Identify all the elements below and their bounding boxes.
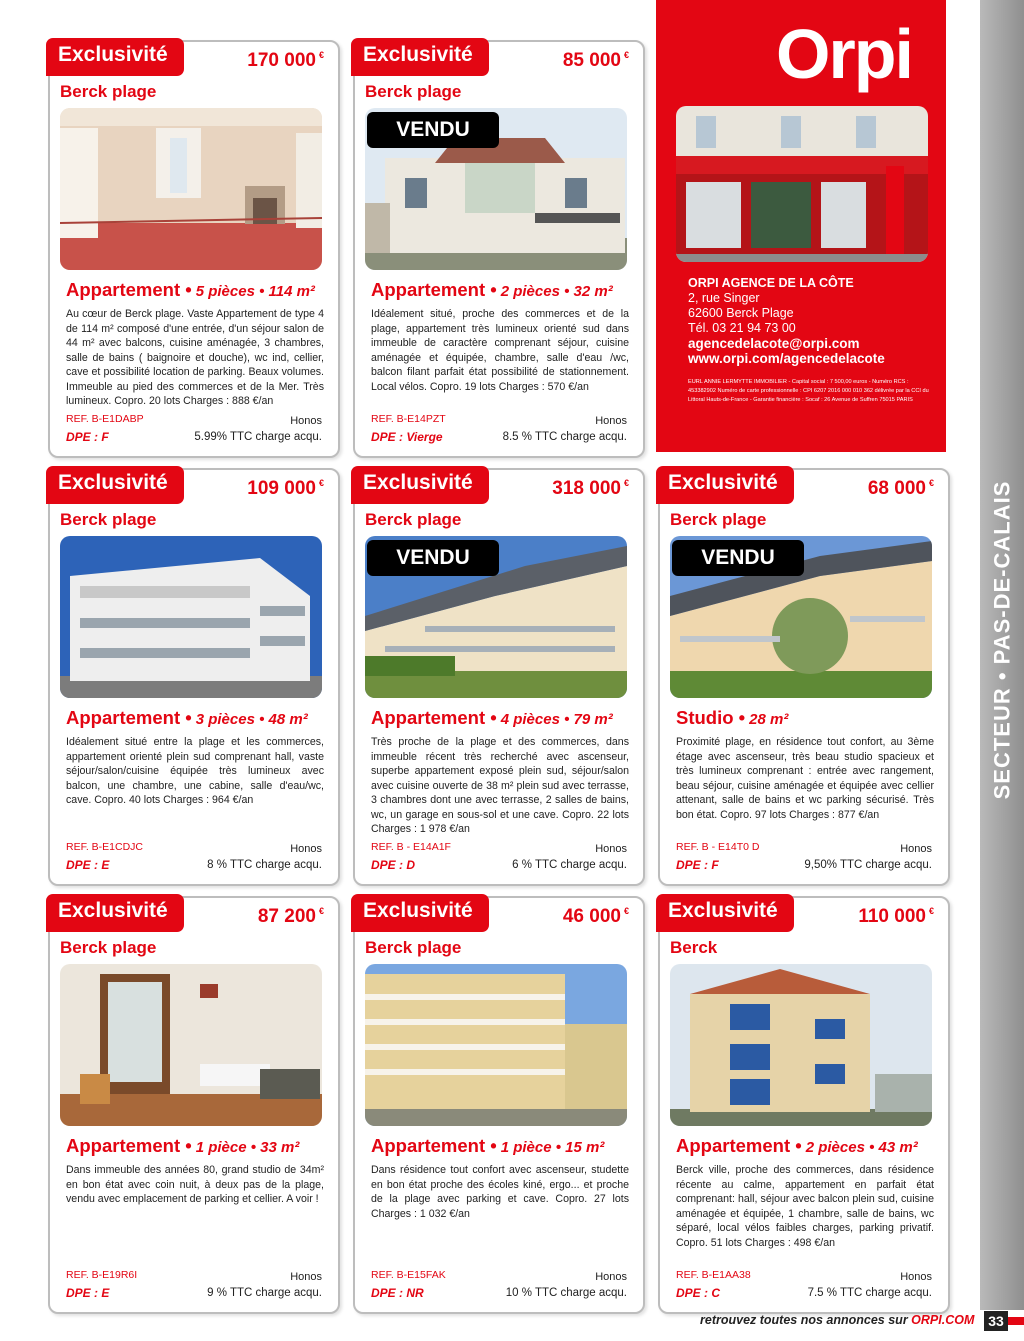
sold-badge: VENDU [367,540,499,576]
listing-card[interactable] [48,896,340,1314]
listing-description: Idéalement situé entre la plage et les commerces, appartement orienté plein sud comprenant hall, vaste séjour/salon/cuisine équipée très lumineux avec balcon, une chambre, une cabine, salle d'eau/wc, cave. Copro. 40 lots Charges : 964 €/an [66,736,324,806]
price: 170 000 € [247,50,324,71]
honos-label: Honos [290,415,322,427]
agency-fee: 10 % TTC charge acqu. [505,1287,627,1299]
orpi-link[interactable]: ORPI.COM [911,1313,975,1327]
listing-title: Appartement • 4 pièces • 79 m² [371,707,613,728]
exclusivity-badge: Exclusivité [46,38,184,76]
city: Berck plage [60,938,157,957]
honos-label: Honos [595,415,627,427]
listing-card[interactable] [48,40,340,458]
listing-description: Très proche de la plage et des commerces, dans immeuble récent très recherché avec ascenseur, superbe appartement exposé plein sud, séjour/salon avec cuisine ouverte de 38 m² plein sud avec terrasse, 3 chambres dont une avec terrasse, 2 salles de bains, wc, un garage en sous-sol et une cave. Copro. 22 lots Charges : 1 978 €/an [371,736,629,835]
listing-title: Appartement • 3 pièces • 48 m² [66,707,308,728]
reference: REF. B-E1DABP [66,413,144,425]
dpe-rating: DPE : F [66,430,109,444]
price: 87 200 € [257,906,324,927]
listing-title: Studio • 28 m² [676,707,789,728]
page-arrow [1008,1317,1024,1325]
exclusivity-badge: Exclusivité [656,894,794,932]
city: Berck plage [365,82,462,101]
agency-website[interactable]: www.orpi.com/agencedelacote [688,351,885,366]
dpe-rating: DPE : D [371,858,416,872]
page-number: 33 [984,1311,1008,1331]
reference: REF. B-E15FAK [371,1269,446,1281]
listing-title: Appartement • 1 pièce • 15 m² [371,1135,605,1156]
agency-contact: ORPI AGENCE DE LA CÔTE 2, rue Singer 62600 Berck Plage Tél. 03 21 94 73 00 agencedelacote@orpi.com www.orpi.com/agencedelacote [688,276,885,366]
dpe-rating: DPE : E [66,1286,110,1300]
city: Berck plage [365,938,462,957]
listing-card[interactable] [658,896,950,1314]
honos-label: Honos [290,1271,322,1283]
honos-label: Honos [290,843,322,855]
honos-label: Honos [595,843,627,855]
listing-title: Appartement • 2 pièces • 43 m² [676,1135,918,1156]
property-photo [365,108,627,270]
property-photo [670,964,932,1126]
property-photo [365,964,627,1126]
price: 68 000 € [867,478,934,499]
listing-description: Dans immeuble des années 80, grand studio de 34m² en bon état avec coin nuit, à deux pas de la plage, vendu avec emplacement de parking et cellier. A voir ! [66,1164,324,1205]
honos-label: Honos [595,1271,627,1283]
city: Berck [670,938,718,957]
sold-badge: VENDU [367,112,499,148]
listing-description: Berck ville, proche des commerces, dans résidence récente au calme, appartement en parfait état comprenant: hall, séjour avec balcon plein sud, cuisine aménagée et équipée, 1 chambre, salle de bains, wc séparé, local vélos faibles charges, parking privatif. Copro. 51 lots Charges : 498 €/an [676,1164,934,1249]
exclusivity-badge: Exclusivité [656,466,794,504]
agency-photo [676,106,928,262]
listing-description: Dans résidence tout confort avec ascenseur, studette en bon état proche des écoles kiné, ergo... et proche de la plage avec parking et cave. Copro. 27 lots Charges : 1 032 €/an [371,1164,629,1220]
dpe-rating: DPE : F [676,858,719,872]
reference: REF. B-E14PZT [371,413,446,425]
price: 110 000 € [858,906,934,927]
city: Berck plage [670,510,767,529]
honos-label: Honos [900,843,932,855]
agency-fee: 8.5 % TTC charge acqu. [502,431,627,443]
exclusivity-badge: Exclusivité [46,894,184,932]
property-photo [60,536,322,698]
agency-fee: 5.99% TTC charge acqu. [194,431,322,443]
price: 46 000 € [562,906,629,927]
listing-card[interactable] [353,896,645,1314]
agency-fee: 6 % TTC charge acqu. [512,859,627,871]
dpe-rating: DPE : NR [371,1286,424,1300]
exclusivity-badge: Exclusivité [351,466,489,504]
property-photo [670,536,932,698]
listing-title: Appartement • 2 pièces • 32 m² [371,279,613,300]
reference: REF. B-E1CDJC [66,841,144,853]
sold-badge: VENDU [672,540,804,576]
city: Berck plage [60,510,157,529]
agency-email[interactable]: agencedelacote@orpi.com [688,336,860,351]
agency-fee: 9 % TTC charge acqu. [207,1287,322,1299]
property-photo [60,108,322,270]
price: 85 000 € [562,50,629,71]
property-photo [365,536,627,698]
orpi-logo: Orpi [776,15,912,93]
footer-text: retrouvez toutes nos annonces sur ORPI.COM [700,1313,975,1327]
city: Berck plage [365,510,462,529]
listing-card[interactable] [353,468,645,886]
listing-description: Idéalement situé, proche des commerces et de la plage, appartement très lumineux orienté sud dans immeuble de caractère comprenant séjour, cuisine aménagée et équipée, chambre, salle d'eau /wc, balcon filant parfait état possibilité de stationnement. Local vélos. Copro. 19 lots Charges : 570 €/an [371,308,629,393]
reference: REF. B - E14A1F [371,841,451,853]
city: Berck plage [60,82,157,101]
agency-fee: 9,50% TTC charge acqu. [804,859,932,871]
exclusivity-badge: Exclusivité [46,466,184,504]
reference: REF. B - E14T0 D [676,841,760,853]
exclusivity-badge: Exclusivité [351,894,489,932]
dpe-rating: DPE : E [66,858,110,872]
reference: REF. B-E1AA38 [676,1269,751,1281]
listing-card[interactable] [658,468,950,886]
legal-notice: EURL ANNIE LERMYTTE IMMOBILIER - Capital social : 7 500,00 euros - Numéro RCS : 453382902 Numéro de carte professionnelle : CPI 6207 2016 000 010 362 délivrée par la CCI du Littoral Hauts-de-France - Garantie financière : Socaf : 26 Avenue de Suffren 75015 PARIS [688,379,929,403]
listing-description: Au cœur de Berck plage. Vaste Appartement de type 4 de 114 m² composé d'une entrée, d'un séjour salon de 44 m² avec balcons, cuisine aménagée, 3 chambres, salle de bains ( baignoire et douche), wc ind, cellier, cave et possibilité location de parking. Beaux volumes. Immeuble au pied des commerces et de la Mer. Très lumineux. Copro. 20 lots Charges : 888 €/an [66,308,324,407]
honos-label: Honos [900,1271,932,1283]
listing-card[interactable] [353,40,645,458]
dpe-rating: DPE : C [676,1286,721,1300]
agency-fee: 7.5 % TTC charge acqu. [807,1287,932,1299]
agency-box [656,0,946,452]
agency-fee: 8 % TTC charge acqu. [207,859,322,871]
listing-description: Proximité plage, en résidence tout confort, au 3ème étage avec ascenseur, très beau studio spacieux et très lumineux comprenant : entrée avec rangement, beau séjour, cuisine aménagée et équipée avec cellier attenant, salle de bains et wc parking sécurisé. Très bon état. Copro. 97 lots Charges : 877 €/an [676,736,934,821]
listing-title: Appartement • 5 pièces • 114 m² [66,279,315,300]
listing-card[interactable] [48,468,340,886]
sector-label: SECTEUR • PAS-DE-CALAIS [989,480,1015,800]
exclusivity-badge: Exclusivité [351,38,489,76]
listing-title: Appartement • 1 pièce • 33 m² [66,1135,300,1156]
reference: REF. B-E19R6I [66,1269,138,1281]
dpe-rating: DPE : Vierge [371,430,443,444]
price: 109 000 € [247,478,324,499]
price: 318 000 € [552,478,629,499]
property-photo [60,964,322,1126]
